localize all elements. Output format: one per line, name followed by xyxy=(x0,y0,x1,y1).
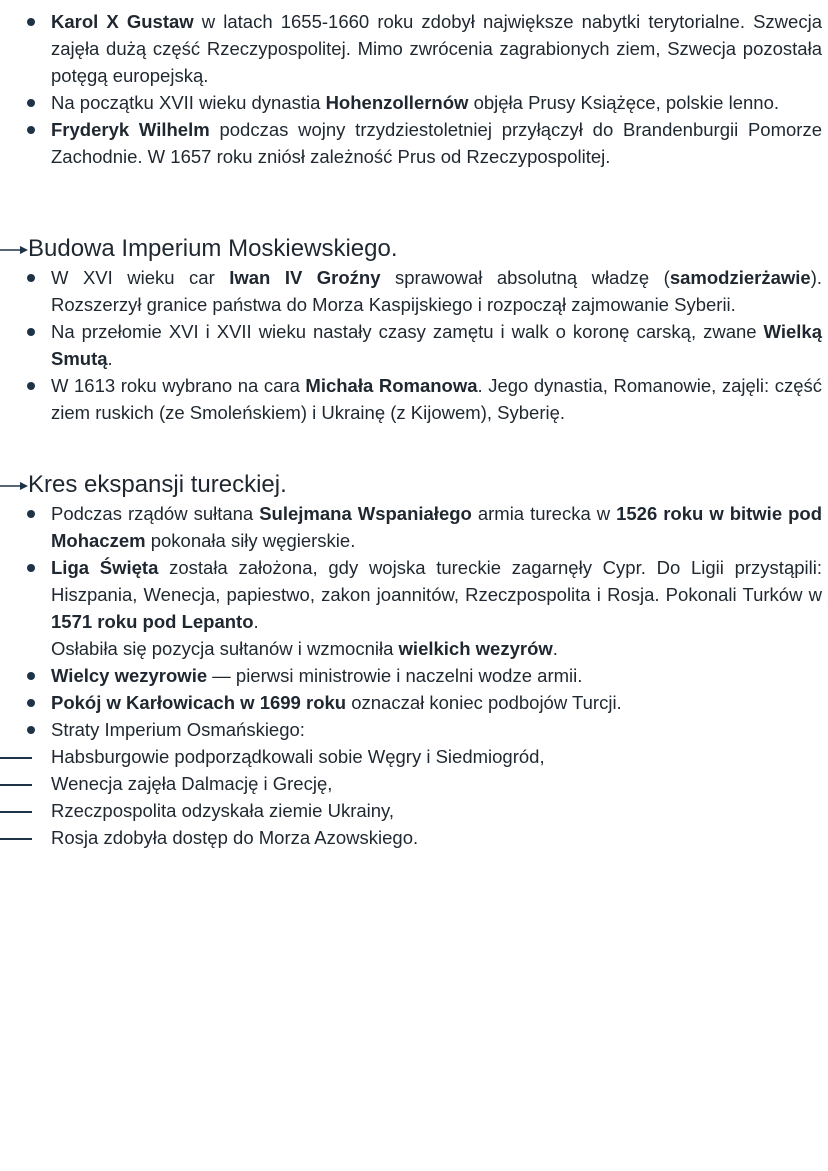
section-turkey xyxy=(0,470,828,851)
text-run: Straty Imperium Osmańskiego: xyxy=(51,719,305,740)
dash-item: Rzeczpospolita odzyskała ziemie Ukrainy, xyxy=(0,797,828,824)
bold-text: Iwan IV Groźny xyxy=(229,267,381,288)
bold-text: 1571 roku pod Lepanto xyxy=(51,611,254,632)
list-item xyxy=(0,689,828,716)
bold-text: Sulejmana Wspaniałego xyxy=(259,503,472,524)
bold-text: samodzierżawie xyxy=(669,267,811,288)
bold-text: Michała Romanowa xyxy=(305,375,478,396)
list-item xyxy=(0,116,828,170)
bold-text: Liga Święta xyxy=(51,557,159,578)
section-heading-text: Kres ekspansji tureckiej. xyxy=(28,471,287,498)
text-run: ). Rozszerzył granice państwa do Morza Kaspijskiego i rozpoczął zajmowanie Syberii. xyxy=(51,267,823,315)
bold-text: wielkich wezyrów xyxy=(398,638,553,659)
text-run: . xyxy=(253,611,259,632)
text-run: sprawował absolutną władzę ( xyxy=(380,267,670,288)
text-run: objęła Prusy Książęce, polskie lenno. xyxy=(468,92,779,113)
bold-text: Wielcy wezyrowie xyxy=(51,665,208,686)
text-run: Osłabiła się pozycja sułtanów i wzmocniła xyxy=(51,638,399,659)
text-run: — pierwsi ministrowie i naczelni wodze armii. xyxy=(207,665,583,686)
list-item xyxy=(0,554,828,635)
arrow-right-icon xyxy=(0,244,28,256)
list-item xyxy=(0,8,828,89)
text-run: armia turecka w xyxy=(471,503,617,524)
section-heading xyxy=(0,234,828,264)
bullet-list xyxy=(0,500,828,635)
section-heading xyxy=(0,470,828,500)
text-run: podczas wojny trzydziestoletniej przyłączył do Brandenburgii Pomorze Zachodnie. W 1657 roku zniósł zależność Prus od Rzeczypospolitej. xyxy=(51,119,822,167)
bold-text: 1526 roku w bitwie pod Mohaczem xyxy=(51,503,822,551)
section-sweden-prussia xyxy=(0,8,828,170)
bullet-list xyxy=(0,662,828,743)
text-run: . Jego dynastia, Romanowie, zajęli: część ziem ruskich (ze Smoleńskiem) i Ukrainę (z Kijowem), Syberię. xyxy=(51,375,822,423)
list-item xyxy=(0,372,828,426)
text-run: . xyxy=(107,348,113,369)
bullet-list xyxy=(0,264,828,426)
bold-text: Pokój w Karłowicach w 1699 roku xyxy=(51,692,347,713)
section-heading-text: Budowa Imperium Moskiewskiego. xyxy=(28,235,398,262)
dash-item: Habsburgowie podporządkowali sobie Węgry i Siedmiogród, xyxy=(0,743,828,770)
list-item xyxy=(0,500,828,554)
text-run: w latach 1655-1660 roku zdobył największe nabytki terytorialne. Szwecja zajęła dużą część Rzeczypospolitej. Mimo zwrócenia zagrabionych ziem, Szwecja pozostała potęgą europejską. xyxy=(51,11,822,86)
text-run: oznaczał koniec podbojów Turcji. xyxy=(346,692,622,713)
list-item xyxy=(0,716,828,743)
bold-text: Wielką Smutą xyxy=(51,321,822,369)
bold-text: Karol X Gustaw xyxy=(51,11,194,32)
bullet-list xyxy=(0,8,828,170)
paragraph-continuation xyxy=(0,635,828,662)
text-run: . xyxy=(552,638,558,659)
dash-list xyxy=(0,743,828,851)
arrow-right-icon xyxy=(0,480,28,492)
dash-item: Wenecja zajęła Dalmację i Grecję, xyxy=(0,770,828,797)
section-moscow xyxy=(0,234,828,426)
list-item xyxy=(0,318,828,372)
list-item xyxy=(0,662,828,689)
bold-text: Hohenzollernów xyxy=(325,92,469,113)
text-run: pokonała siły węgierskie. xyxy=(145,530,356,551)
dash-item: Rosja zdobyła dostęp do Morza Azowskiego. xyxy=(0,824,828,851)
text-run: Podczas rządów sułtana xyxy=(51,503,260,524)
text-run: została założona, gdy wojska tureckie zagarnęły Cypr. Do Ligii przystąpili: Hiszpania, Wenecja, papiestwo, zakon joannitów, Rzeczpospolita i Rosja. Pokonali Turków w xyxy=(51,557,822,605)
list-item xyxy=(0,89,828,116)
text-run: W XVI wieku car xyxy=(51,267,230,288)
text-run: Na przełomie XVI i XVII wieku nastały czasy zamętu i walk o koronę carską, zwane xyxy=(51,321,764,342)
bold-text: Fryderyk Wilhelm xyxy=(51,119,210,140)
list-item xyxy=(0,264,828,318)
text-run: W 1613 roku wybrano na cara xyxy=(51,375,306,396)
text-run: Na początku XVII wieku dynastia xyxy=(51,92,326,113)
